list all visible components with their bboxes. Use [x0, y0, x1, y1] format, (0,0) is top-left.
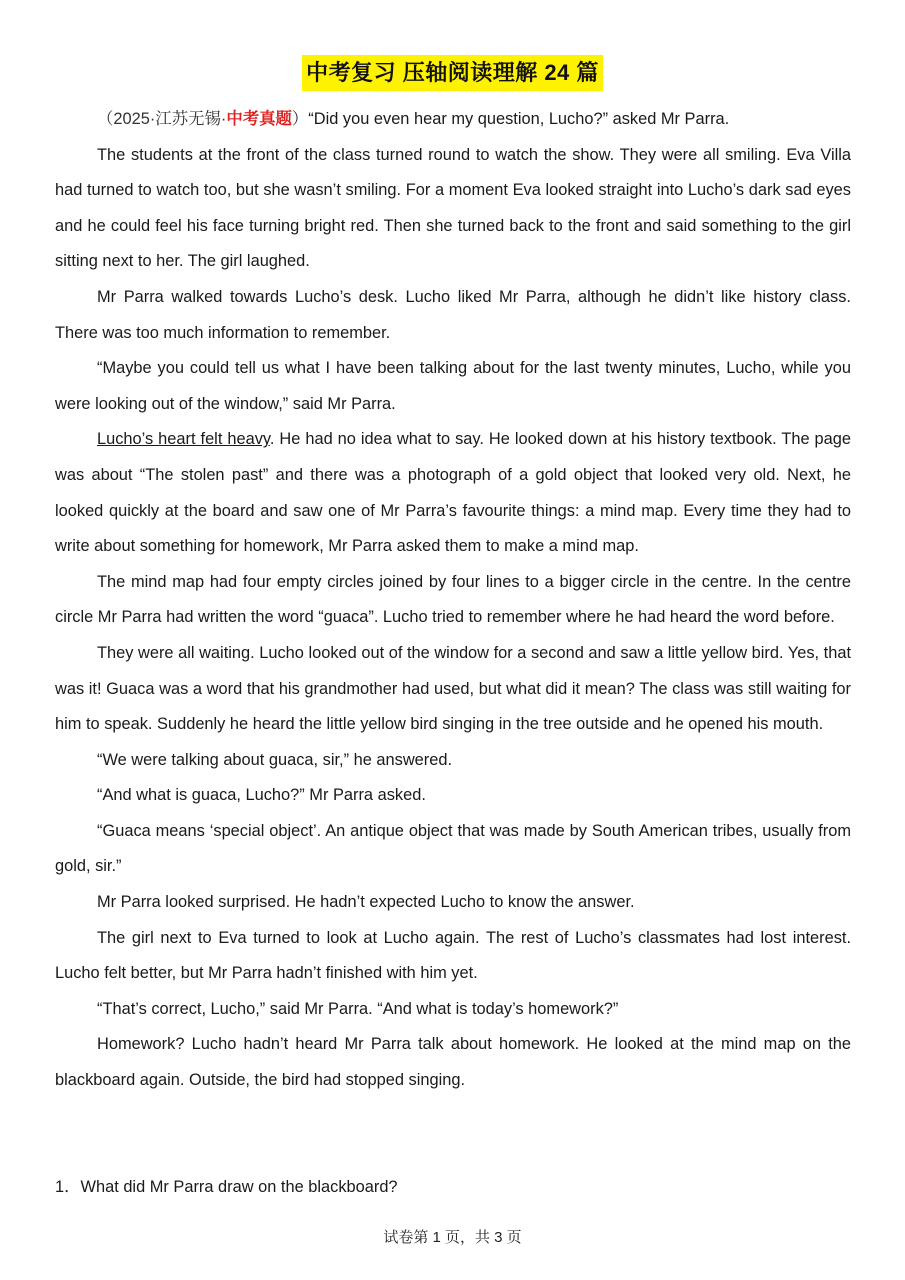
- passage-paragraph-1: The students at the front of the class turned round to watch the show. They were all smiling. Eva Villa had turned to watch too, but she wasn’t smiling. For a moment Eva looked straight into Lucho’s dark sad eyes and he could feel his face turning bright red. Then she turned back to the front and said something to the girl sitting next to her. The girl laughed.: [55, 145, 851, 271]
- reading-passage: [55, 102, 851, 1099]
- paragraph-4-rest: . He had no idea what to say. He looked down at his history textbook. The page was about “The stolen past” and there was a photograph of a gold object that looked very old. Next, he looked quickly at the board and saw one of Mr Parra’s favourite things: a mind map. Every time they had to write about something for homework, Mr Parra asked them to make a mind map.: [55, 430, 852, 556]
- paragraph-0-text: “Did you even hear my question, Lucho?” asked Mr Parra.: [308, 110, 730, 128]
- passage-paragraph-10: Mr Parra looked surprised. He hadn’t expected Lucho to know the answer.: [97, 893, 635, 912]
- source-open: （2025·江苏无锡·: [97, 110, 227, 128]
- passage-paragraph-11: The girl next to Eva turned to look at Lucho again. The rest of Lucho’s classmates had lost interest. Lucho felt better, but Mr Parra hadn’t finished with him yet.: [55, 928, 851, 983]
- title-wrap: [0, 55, 905, 91]
- passage-paragraph-5: The mind map had four empty circles joined by four lines to a bigger circle in the centre. In the centre circle Mr Parra had written the word “guaca”. Lucho tried to remember where he had heard the word before.: [55, 572, 851, 627]
- passage-paragraph-7: “We were talking about guaca, sir,” he answered.: [97, 750, 453, 769]
- question-1: 1．What did Mr Parra draw on the blackboard?: [55, 1178, 398, 1196]
- page-title: 中考复习 压轴阅读理解 24 篇: [302, 55, 603, 91]
- passage-paragraph-2: Mr Parra walked towards Lucho’s desk. Lucho liked Mr Parra, although he didn’t like history class. There was too much information to remember.: [55, 287, 851, 342]
- source-highlight: 中考真题: [226, 110, 292, 128]
- passage-paragraph-8: “And what is guaca, Lucho?” Mr Parra asked.: [97, 786, 426, 805]
- passage-paragraph-13: Homework? Lucho hadn’t heard Mr Parra talk about homework. He looked at the mind map on the blackboard again. Outside, the bird had stopped singing.: [55, 1035, 851, 1090]
- passage-paragraph-0: [55, 102, 851, 138]
- underlined-phrase: Lucho’s heart felt heavy: [97, 430, 270, 449]
- passage-paragraph-4: [55, 422, 851, 564]
- passage-paragraph-6: They were all waiting. Lucho looked out of the window for a second and saw a little yellow bird. Yes, that was it! Guaca was a word that his grandmother had used, but what did it mean? The class was still waiting for him to speak. Suddenly he heard the little yellow bird singing in the tree outside and he opened his mouth.: [55, 643, 851, 734]
- source-close: ）: [291, 110, 309, 128]
- page-footer: 试卷第 1 页，共 3 页: [383, 1229, 522, 1246]
- passage-paragraph-12: “That’s correct, Lucho,” said Mr Parra. “And what is today’s homework?”: [97, 999, 619, 1018]
- passage-paragraph-9: “Guaca means ‘special object’. An antique object that was made by South American tribes, usually from gold, sir.”: [55, 821, 851, 876]
- passage-paragraph-3: “Maybe you could tell us what I have been talking about for the last twenty minutes, Lucho, while you were looking out of the window,” said Mr Parra.: [55, 359, 851, 413]
